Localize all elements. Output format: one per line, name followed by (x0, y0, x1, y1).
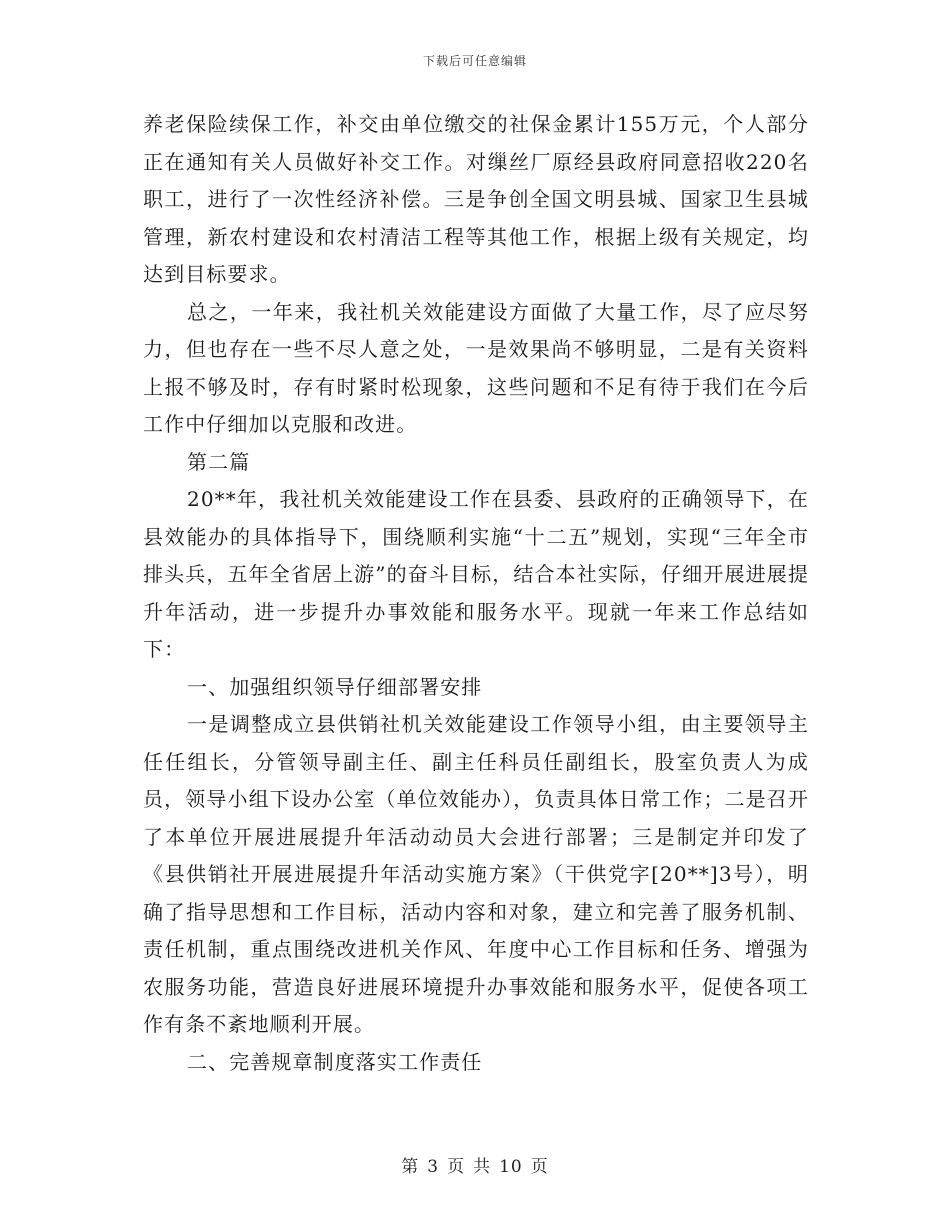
footer-ye: 页 (447, 1157, 466, 1177)
footer-di: 第 (401, 1157, 420, 1177)
heading-two: 二、完善规章制度落实工作责任 (187, 1049, 483, 1074)
paragraph-2: 总之，一年来，我社机关效能建设方面做了大量工作，尽了应尽努力，但也存在一些不尽人意之处，一是效果尚不够明显，二是有关资料上报不够及时，存有时紧时松现象，这些问题和不足有待于我们在今后工作中仔细加以克服和改进。 (143, 299, 809, 436)
header-note: 下载后可任意编辑 (422, 54, 527, 68)
document-body (143, 106, 809, 1081)
section-title-second: 第二篇 (187, 449, 251, 474)
paragraph-1: 养老保险续保工作，补交由单位缴交的社保金累计155万元，个人部分正在通知有关人员做好补交工作。对缫丝厂原经县政府同意招收220名职工，进行了一次性经济补偿。三是争创全国文明县城、国家卫生县城管理，新农村建设和农村清洁工程等其他工作，根据上级有关规定，均达到目标要求。 (143, 112, 809, 286)
heading-one: 一、加强组织领导仔细部署安排 (187, 674, 483, 699)
paragraph-3: 20**年，我社机关效能建设工作在县委、县政府的正确领导下，在县效能办的具体指导下，围绕顺利实施“十二五”规划，实现“三年全市排头兵，五年全省居上游”的奋斗目标，结合本社实际，仔细开展进展提升年活动，进一步提升办事效能和服务水平。现就一年来工作总结如下： (143, 487, 809, 661)
footer-ye-end: 页 (530, 1157, 549, 1177)
footer-current-page: 3 (427, 1157, 440, 1177)
footer-total-pages: 10 (499, 1157, 523, 1177)
paragraph-4: 一是调整成立县供销社机关效能建设工作领导小组，由主要领导主任任组长，分管领导副主任、副主任科员任副组长，股室负责人为成员，领导小组下设办公室（单位效能办），负责具体日常工作；二是召开了本单位开展进展提升年活动动员大会进行部署；三是制定并印发了《县供销社开展进展提升年活动实施方案》（干供党字[20**]3号），明确了指导思想和工作目标，活动内容和对象，建立和完善了服务机制、责任机制，重点围绕改进机关作风、年度中心工作目标和任务、增强为农服务功能，营造良好进展环境提升办事效能和服务水平，促使各项工作有条不紊地顺利开展。 (143, 712, 809, 1036)
page-number-footer (0, 1152, 950, 1177)
footer-gong: 共 (473, 1157, 492, 1177)
